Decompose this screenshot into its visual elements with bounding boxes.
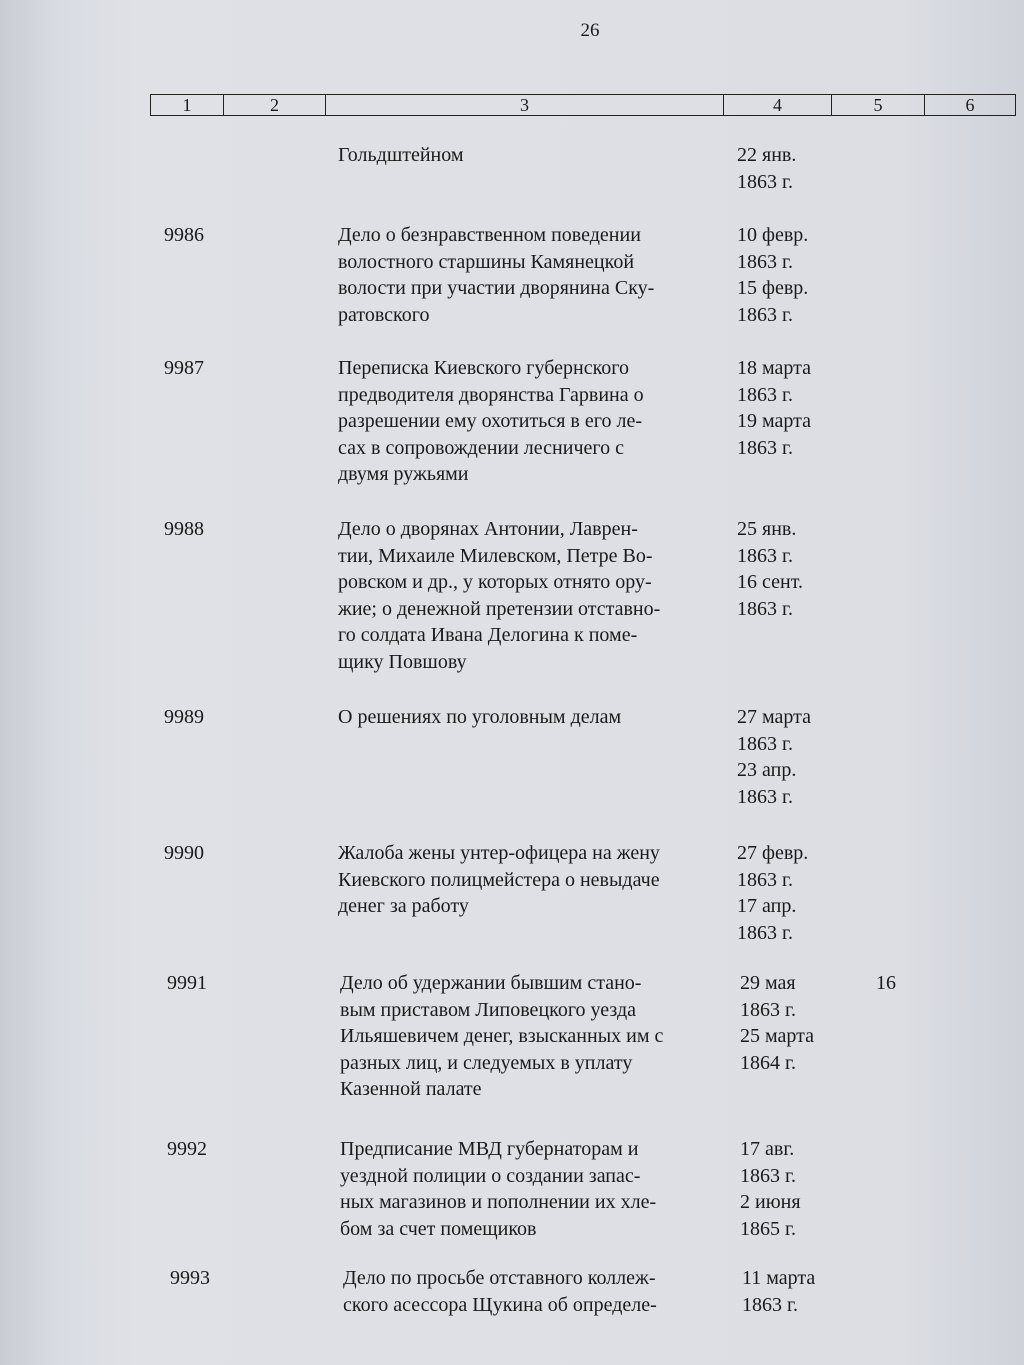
entry-number: 9992 (167, 1138, 207, 1160)
entry-date-line: 1863 г. (737, 250, 793, 273)
entry-date-line: 25 марта (740, 1025, 814, 1047)
entry-number: 9990 (164, 842, 204, 864)
entry-title-line: Переписка Киевского губернского (338, 357, 630, 379)
entry-number: 9989 (164, 706, 204, 728)
entry-date-line: 1863 г. (740, 1164, 796, 1187)
entry-title-line: уездной полиции о создании запас- (340, 1164, 641, 1187)
entry-title-line: Дело по просьбе отставного коллеж- (343, 1267, 656, 1289)
entry-title (338, 840, 718, 920)
entry-dates (742, 1265, 852, 1318)
entry-date-line: 10 февр. (737, 224, 809, 246)
entry-dates (737, 516, 847, 622)
entry-date-line: 15 февр. (737, 277, 809, 299)
entry-dates (737, 142, 847, 195)
entry-title-line: О решениях по уголовным делам (338, 706, 622, 728)
entry-date-line: 1864 г. (740, 1051, 796, 1074)
column-header-1: 1 (151, 95, 224, 115)
entry-title-line: тии, Михаиле Милевском, Петре Во- (338, 544, 653, 567)
entry-title-line: щику Повшову (338, 650, 467, 673)
entry-title-line: денег за работу (338, 895, 469, 917)
entry-date-line: 1863 г. (740, 998, 796, 1021)
entry-date-line: 1863 г. (737, 732, 793, 755)
entry-date-line: 19 марта (737, 410, 811, 432)
entry-dates (740, 970, 850, 1076)
entry-title-line: ратовского (338, 303, 430, 326)
column-header-5: 5 (832, 95, 925, 115)
entry-title (340, 1136, 720, 1242)
entry-title-line: Жалоба жены унтер-офицера на жену (338, 842, 660, 864)
entry-dates (737, 355, 847, 461)
entry-title-line: ровском и др., у которых отнято ору- (338, 571, 652, 593)
column-header-2: 2 (224, 95, 326, 115)
entry-number: 9988 (164, 518, 204, 540)
entry-date-line: 17 авг. (740, 1138, 795, 1160)
entry-date-line: 2 июня (740, 1191, 801, 1213)
entry-date-line: 1863 г. (737, 170, 793, 193)
entry-title-line: бом за счет помещиков (340, 1217, 537, 1240)
entry-title-line: ского асессора Щукина об определе- (343, 1293, 657, 1316)
entry-number: 9993 (170, 1267, 210, 1289)
entry-title-line: Дело об удержании бывшим стано- (340, 972, 642, 994)
entry-title-line: Дело о дворянах Антонии, Лаврен- (338, 518, 638, 540)
entry-title-line: Ильяшевичем денег, взысканных им с (340, 1025, 664, 1047)
entry-title (343, 1265, 723, 1318)
entry-dates (737, 704, 847, 810)
entry-title-line: Гольдштейном (338, 144, 464, 166)
entry-number: 9987 (164, 357, 204, 379)
column-header-3: 3 (326, 95, 724, 115)
column-header-4: 4 (724, 95, 832, 115)
entry-date-line: 18 марта (737, 357, 811, 379)
entry-title-line: разрешении ему охотиться в его ле- (338, 410, 642, 432)
entry-date-line: 1863 г. (737, 868, 793, 891)
entry-title-line: двумя ружьями (338, 463, 469, 485)
entry-title-line: волости при участии дворянина Ску- (338, 277, 655, 299)
entry-dates (737, 840, 847, 946)
entry-title (338, 704, 718, 731)
entry-title-line: сах в сопровождении лесничего с (338, 436, 624, 459)
entry-title-line: предводителя дворянства Гарвина о (338, 383, 644, 406)
entry-title-line: Дело о безнравственном поведении (338, 224, 641, 246)
entry-date-line: 1863 г. (737, 436, 793, 459)
entry-date-line: 1863 г. (737, 383, 793, 406)
entry-title (338, 222, 718, 328)
entry-title-line: ных магазинов и пополнении их хле- (340, 1191, 657, 1213)
entry-title-line: Казенной палате (340, 1078, 482, 1100)
entry-date-line: 27 марта (737, 706, 811, 728)
entry-title-line: Предписание МВД губернаторам и (340, 1138, 639, 1160)
entry-dates (740, 1136, 850, 1242)
entry-date-line: 29 мая (740, 972, 796, 994)
entry-date-line: 22 янв. (737, 144, 797, 166)
entry-date-line: 1863 г. (737, 785, 793, 808)
entry-title (338, 355, 718, 488)
entry-date-line: 25 янв. (737, 518, 797, 540)
entry-title-line: волостного старшины Камянецкой (338, 250, 635, 273)
entry-number: 9991 (167, 972, 207, 994)
entry-title (340, 970, 720, 1103)
column-header-6: 6 (965, 95, 975, 115)
entry-date-line: 1865 г. (740, 1217, 796, 1240)
entry-title-line: жие; о денежной претензии отставно- (338, 597, 661, 620)
entry-title-line: го солдата Ивана Делогина к поме- (338, 624, 638, 646)
entry-title-line: Киевского полицмейстера о невыдаче (338, 868, 660, 891)
entry-date-line: 1863 г. (737, 921, 793, 944)
entry-title (338, 142, 718, 169)
page-number: 26 (580, 20, 600, 41)
entry-date-line: 1863 г. (737, 597, 793, 620)
entry-date-line: 1863 г. (737, 303, 793, 326)
column-header-row (150, 94, 1016, 116)
entry-title-line: вым приставом Липовецкого уезда (340, 998, 636, 1021)
entry-leaves-count: 16 (876, 972, 896, 994)
entry-date-line: 17 апр. (737, 895, 797, 917)
entry-date-line: 1863 г. (737, 544, 793, 567)
entry-date-line: 23 апр. (737, 759, 797, 781)
entry-title (338, 516, 718, 675)
entry-number: 9986 (164, 224, 204, 246)
entry-dates (737, 222, 847, 328)
entry-date-line: 27 февр. (737, 842, 809, 864)
entry-title-line: разных лиц, и следуемых в уплату (340, 1051, 633, 1074)
entry-date-line: 16 сент. (737, 571, 803, 593)
entry-date-line: 1863 г. (742, 1293, 798, 1316)
entry-date-line: 11 марта (742, 1267, 816, 1289)
